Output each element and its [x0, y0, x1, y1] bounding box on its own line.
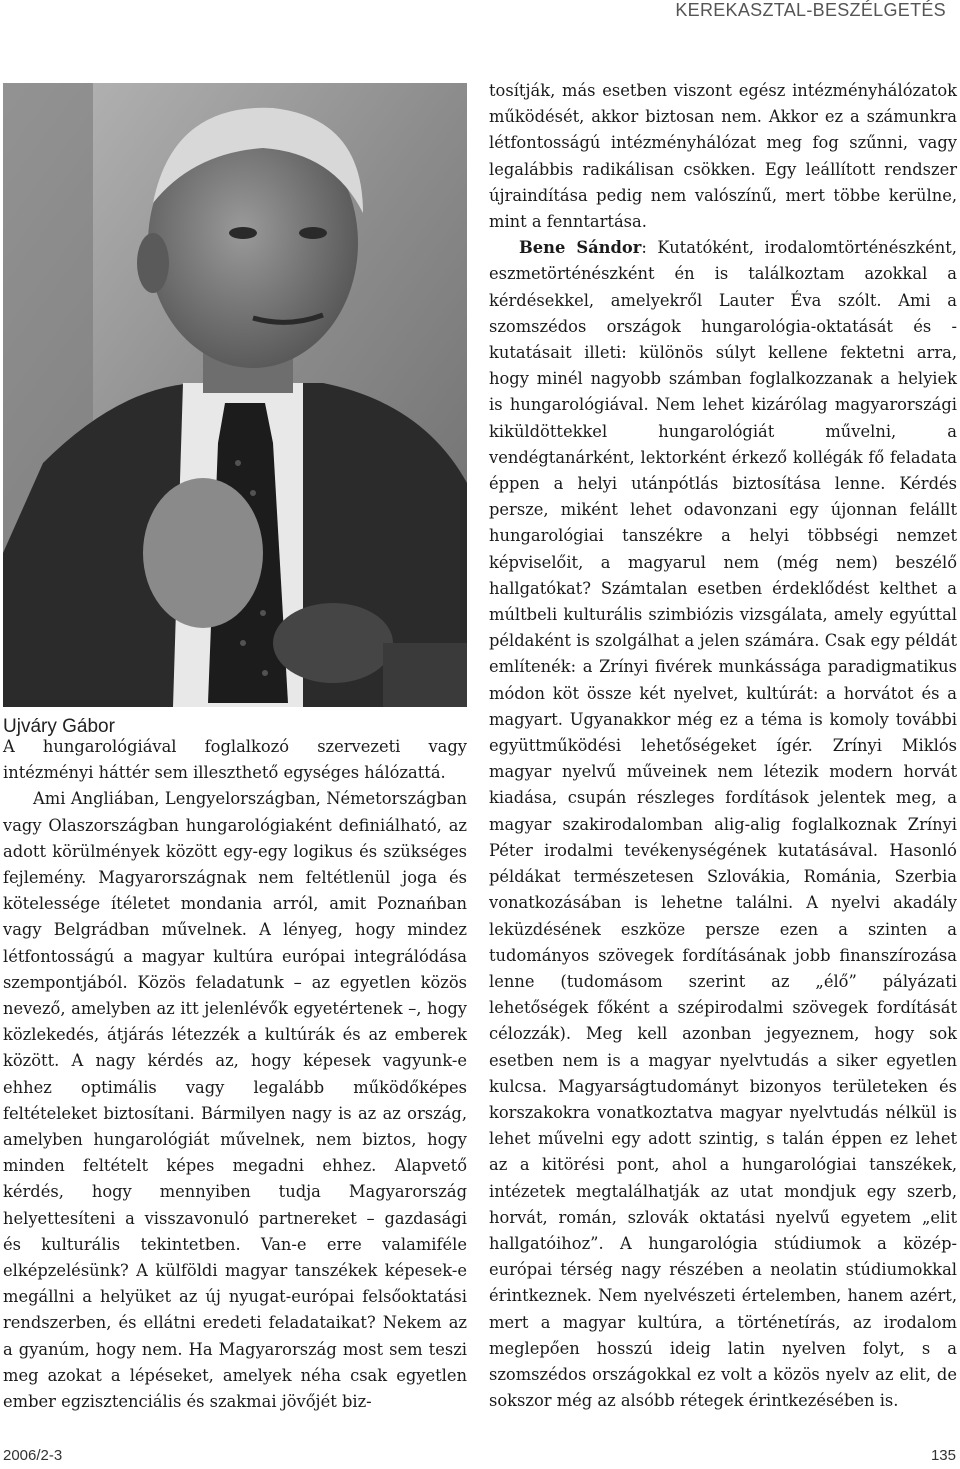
speaker-name: Bene Sándor [519, 238, 642, 258]
left-column [3, 734, 467, 1415]
paragraph: tosítják, más esetben viszont egész intézményhálózatok működését, akkor biztosan nem. Akkor ez a számunkra létfontosságú intézményhálózat meg fog szűnni, vagy legalábbis radikálisan csökken. Egy leállított rendszer újraindítása pedig nem valószínű, mert többe kerülne, mint a fenntartása. [489, 81, 957, 232]
portrait-photo [3, 83, 467, 707]
section-title: KEREKASZTAL-BESZÉLGETÉS [675, 0, 946, 20]
paragraph: A hungarológiával foglalkozó szervezeti vagy intézményi háttér sem illeszthető egységes hálózattá. [3, 737, 467, 783]
paragraph-text: : Kutatóként, irodalomtörténészként, eszmetörténészként én is találkoztam azokkal a kérdésekkel, amelyekről Lauter Éva szólt. Ami a szomszédos országok hungarológia-oktatását és -kutatásait illeti: különös súlyt kellene fektetni arra, hogy minél nagyobb számban foglalkozzanak a helyiek is hungarológiával. Nem lehet kizárólag magyarországi kiküldöttekkel hungarológiát művelni, a vendégtanárként, lektorként érkező kollégák fő feladata éppen a helyi utánpótlás biztosítása lenne. Kérdés persze, miként lehet odavonzani egy újonnan felállt hungarológiai tanszékre a helyi többségi nemzet képviselőit, a magyarul nem (még nem) beszélő hallgatókat? Számtalan esetben érdeklődést kelthet a múltbeli kulturális szimbiózis vizsgálata, amely egyúttal példaként is szolgálhat a jelen számára. Csak egy példát említenék: a Zrínyi fivérek munkássága paradigmatikus módon köt össze két nyelvet, kultúrát: a horvátot és a magyart. Ugyanakkor még ez a téma is komoly további együttműködési lehetőségeket ígér. Zrínyi Miklós magyar nyelvű műveinek nem létezik modern horvát kiadása, csupán részleges fordítások jelentek meg, a magyar szakirodalomban alig-alig foglalkoznak Zrínyi Péter irodalmi tevékenységének kutatásával. Hasonló példákat természetesen Szlovákia, Románia, Szerbia vonatkozásában is lehetne találni. A nyelvi akadály leküzdésének eszköze persze ezen a szinten a tudományos szövegek fordításának jobb finanszírozása lenne (tudomásom szerint az „élő” pályázati lehetőségek főként a szépirodalmi szövegek fordítását célozzák). Meg kell azonban jegyeznem, hogy sok esetben nem is a magyar nyelvtudás a siker egyetlen kulcsa. Magyarságtudományt bizonyos területeken és korszakokra vonatkoztatva magyar nyelvtudás nélkül is lehet művelni egy adott szintig, s talán éppen ez lehet az a kitörési pont, ahol a hungarológiai tanszékek, intézetek megtalálhatják az utat mondjuk egy szerb, horvát, román, szlovák oktatási nyelvű egyetem „elit hallgatóihoz”. A hungarológia stúdiumok a közép-európai térség nagy részében a neolatin stúdiumokkal érintkeznek. Nem nyelvészeti értelemben, hanem azért, mert a magyar kultúra, a történetírás, az irodalom meglepően hosszú ideig latin nyelven folyt, s a szomszédos országokkal ez volt a közös nyelv az elit, de sokszor még az alsóbb rétegek érintkezésében is. [489, 238, 957, 1411]
photo-caption: Ujváry Gábor [3, 716, 115, 737]
right-column [489, 78, 957, 1414]
issue-label: 2006/2-3 [3, 1447, 63, 1464]
paragraph [489, 235, 957, 1414]
portrait-illustration [3, 83, 467, 707]
paragraph: Ami Angliában, Lengyelországban, Németországban vagy Olaszországban hungarológiaként definiálható, az adott körülmények között egy-egy logikus és szükséges fejlemény. Magyarországnak nem feltétlenül joga és kötelessége ítéletet mondania arról, amit Poznańban vagy Belgrádban művelnek. A lényeg, hogy mindez létfontosságú a magyar kultúra európai integrálódása szempontjából. Közös feladatunk – az egyetlen közös nevező, amelyben az itt jelenlévők egyetértenek –, hogy közlekedés, átjárás létezzék a kultúrák és az emberek között. A nagy kérdés az, hogy képesek vagyunk-e ehhez optimális vagy legalább működőképes feltételeket biztosítani. Bármilyen nagy is az az ország, amelyben hungarológiát művelnek, nem biztos, hogy minden feltételt képes megadni ehhez. Alapvető kérdés, hogy mennyiben tudja Magyarország helyettesíteni a visszavonuló partnereket – gazdasági és kulturális tekintetben. Van-e erre valamiféle elképzelésünk? A külföldi magyar tanszékek képesek-e megállni a helyüket az új nyugat-európai felsőoktatási rendszerben, és ellátni eredeti feladataikat? Nekem az a gyanúm, hogy nem. Ha Magyarország most sem teszi meg azokat a lépéseket, amelyek néha csak egyetlen ember egzisztenciális és szakmai jövőjét biz- [3, 789, 467, 1412]
page-number: 135 [930, 1447, 956, 1464]
